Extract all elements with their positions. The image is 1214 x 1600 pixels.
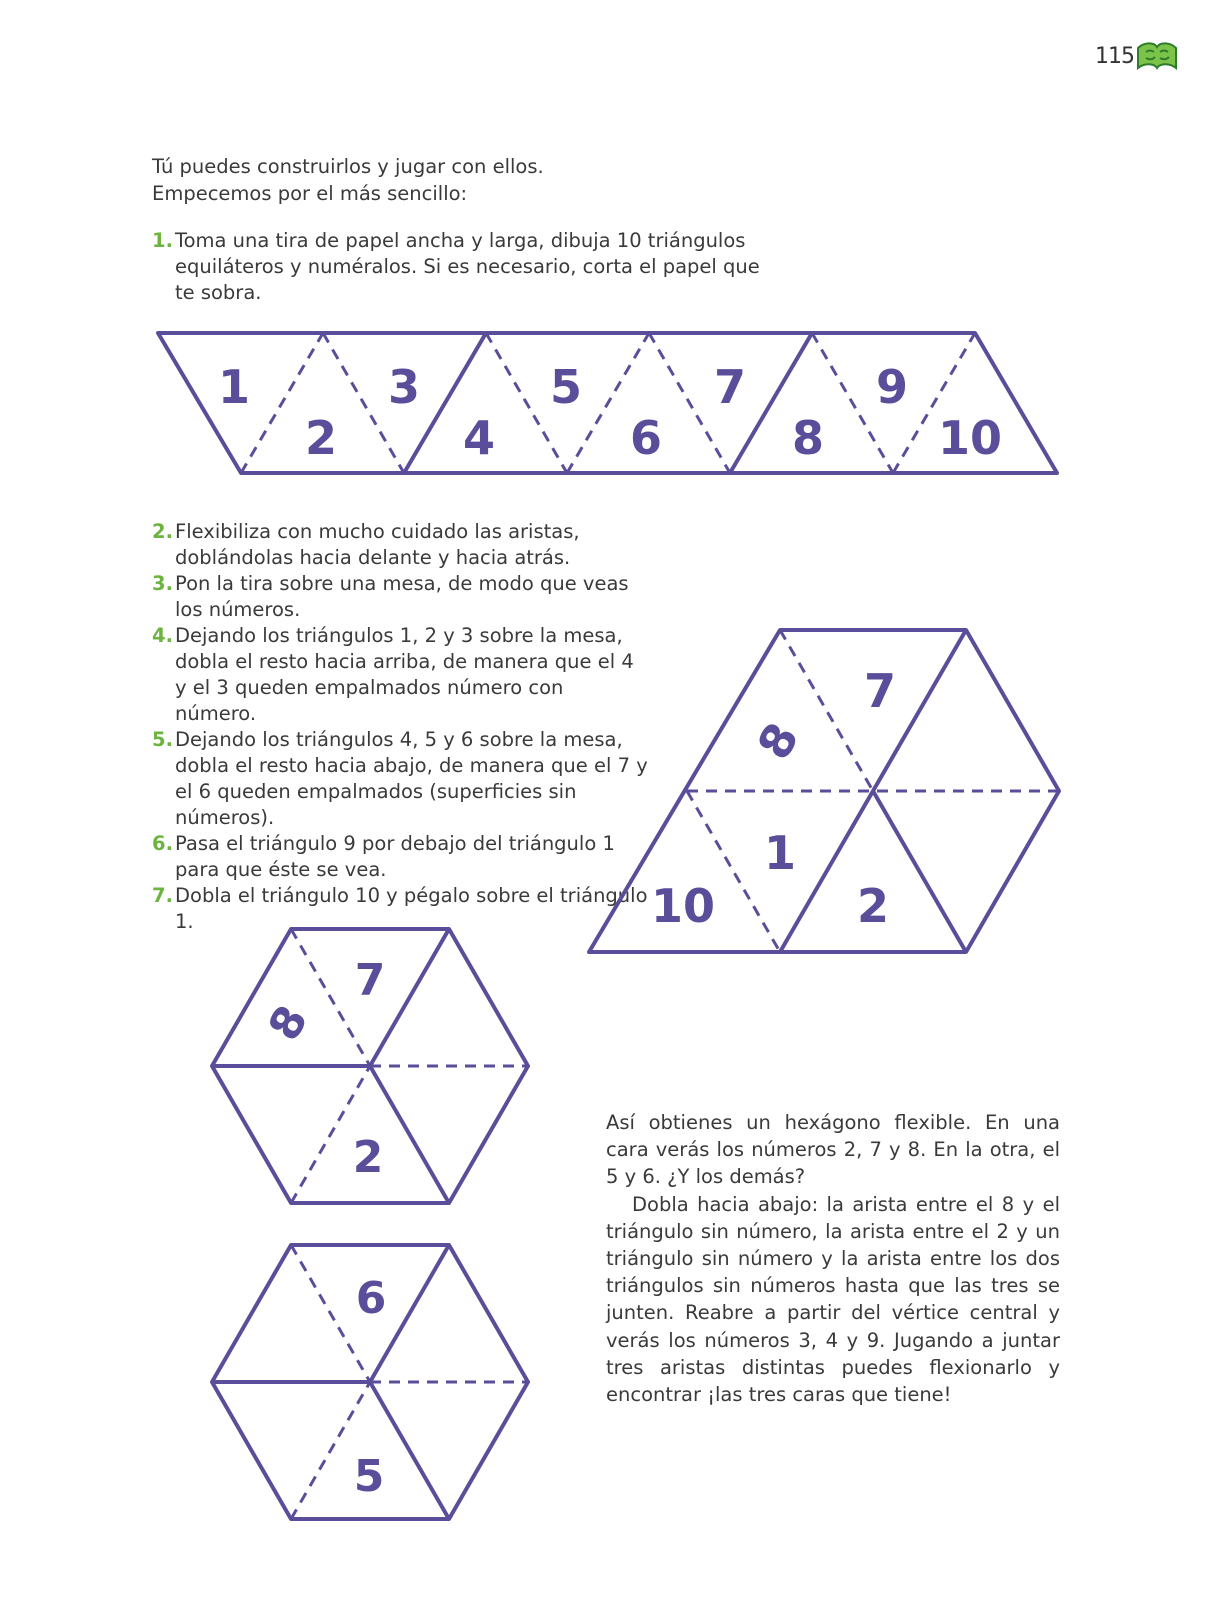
list-item: [152, 623, 650, 727]
step-number: 7.: [152, 884, 173, 907]
list-item: [152, 571, 650, 623]
strip-label-7: 7: [713, 360, 747, 414]
folded-label-1: 1: [763, 826, 797, 880]
closing-paragraph-2: Dobla hacia abajo: la arista entre el 8 y el triángulo sin número, la arista entre el 2 y un triángulo sin número y la arista entre los dos triángulos sin números hasta que las tres se junten. Reabre a partir del vértice central y verás los números 3, 4 y 9. Jugando a juntar tres aristas distintas puedes flexionarlo y encontrar ¡las tres caras que tiene!: [606, 1192, 1060, 1407]
folded-label-7: 7: [863, 664, 897, 718]
step-text: Pasa el triángulo 9 por debajo del triángulo 1 para que éste se vea.: [175, 832, 615, 881]
step-number: 4.: [152, 624, 173, 647]
hex1-label-2: 2: [352, 1132, 384, 1183]
step-text: Dobla el triángulo 10 y pégalo sobre el triángulo 1.: [175, 884, 648, 933]
list-item: [152, 228, 762, 306]
strip-label-1: 1: [217, 360, 251, 414]
hex1-label-8: 8: [258, 997, 319, 1050]
closing-paragraph-1: Así obtienes un hexágono flexible. En una cara verás los números 2, 7 y 8. En la otra, el 5 y 6. ¿Y los demás?: [606, 1111, 1060, 1189]
strip-label-5: 5: [549, 360, 583, 414]
step-list-rest: [152, 519, 650, 935]
step-number: 1.: [152, 229, 173, 252]
step-text: Dejando los triángulos 4, 5 y 6 sobre la mesa, dobla el resto hacia abajo, de manera que el 7 y el 6 queden empalmados (superficies sin números).: [175, 728, 648, 829]
step-text: Toma una tira de papel ancha y larga, dibuja 10 triángulos equiláteros y numéralos. Si es necesario, corta el papel que te sobra.: [175, 229, 760, 304]
strip-label-2: 2: [304, 411, 338, 465]
strip-label-10: 10: [937, 411, 1003, 465]
list-item: [152, 519, 650, 571]
step-list-first: [152, 228, 762, 306]
step-text: Flexibiliza con mucho cuidado las aristas, doblándolas hacia delante y hacia atrás.: [175, 520, 580, 569]
hexagon-face-1-diagram: [205, 922, 535, 1212]
hex1-label-7: 7: [354, 955, 386, 1006]
folded-label-10: 10: [650, 879, 716, 933]
folded-label-2: 2: [856, 879, 890, 933]
list-item: [152, 727, 650, 831]
intro-line-1: Tú puedes construirlos y jugar con ellos.: [152, 155, 544, 178]
strip-label-4: 4: [462, 411, 496, 465]
hex2-label-5: 5: [353, 1451, 385, 1502]
intro-line-2: Empecemos por el más sencillo:: [152, 182, 468, 205]
closing-text: [606, 1109, 1060, 1408]
hexagon-face-2-diagram: [205, 1238, 535, 1528]
strip-label-9: 9: [875, 360, 909, 414]
list-item: [152, 831, 650, 883]
strip-label-6: 6: [629, 411, 663, 465]
folded-shape-diagram: [580, 625, 1065, 960]
step-text: Dejando los triángulos 1, 2 y 3 sobre la mesa, dobla el resto hacia arriba, de manera que el 4 y el 3 queden empalmados número con número.: [175, 624, 634, 725]
step-number: 6.: [152, 832, 173, 855]
book-logo-icon: [1134, 40, 1180, 72]
strip-label-3: 3: [387, 360, 421, 414]
page-number: 115: [1095, 44, 1134, 69]
folded-label-8: 8: [746, 713, 810, 769]
step-number: 3.: [152, 572, 173, 595]
strip-label-8: 8: [791, 411, 825, 465]
hex2-label-6: 6: [355, 1273, 387, 1324]
triangle-strip-diagram: [150, 325, 1060, 475]
step-number: 2.: [152, 520, 173, 543]
intro-text: [152, 153, 772, 207]
step-number: 5.: [152, 728, 173, 751]
step-text: Pon la tira sobre una mesa, de modo que veas los números.: [175, 572, 629, 621]
